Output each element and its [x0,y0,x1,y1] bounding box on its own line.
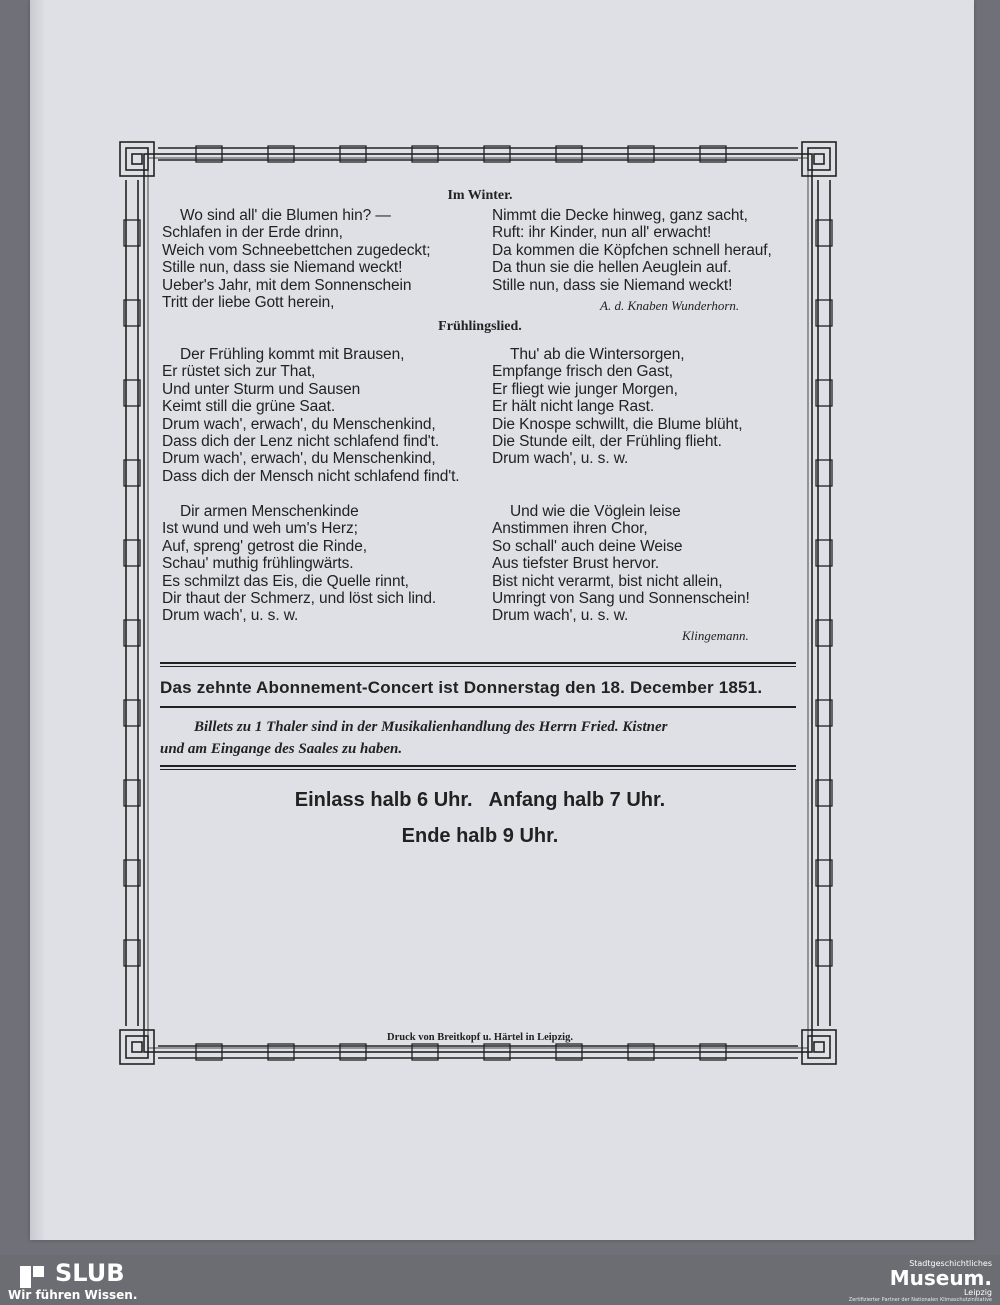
verse-line: Wo sind all' die Blumen hin? — [180,207,391,224]
poem-winter-right-column [492,207,772,294]
museum-city: Leipzig [963,1288,992,1297]
museum-name: Museum. [889,1266,992,1290]
verse-line: Aus tiefster Brust hervor. [492,555,660,573]
verse-line: Da thun sie die hellen Aeuglein auf. [492,259,732,277]
verse-line: Thu' ab die Wintersorgen, [510,346,685,363]
verse-line: Nimmt die Decke hinweg, ganz sacht, [492,207,748,224]
verse-line: Weich vom Schneebettchen zugedeckt; [162,241,431,259]
poem-spring-stanza1-right [492,346,742,468]
verse-line: Drum wach', u. s. w. [162,607,299,625]
verse-line: Ueber's Jahr, mit dem Sonnenschein [162,276,412,294]
poem-spring-stanza2-left [162,503,436,625]
verse-line: Schlafen in der Erde drinn, [162,224,343,242]
museum-logo [849,1259,992,1303]
verse-line: Drum wach', erwach', du Menschenkind, [162,415,436,433]
corner-ornament-top-right [802,142,836,176]
museum-prefix: Stadtgeschichtliches [909,1259,992,1268]
divider-rule [160,706,796,708]
concert-announcement: Das zehnte Abonnement-Concert ist Donnerstag den 18. December 1851. [160,678,763,697]
verse-line: Ist wund und weh um's Herz; [162,520,358,538]
divider-rule [160,765,796,770]
verse-line: Schau' muthig frühlingwärts. [162,555,354,573]
poem-spring-stanza2-right [492,503,750,625]
poem-spring-credit: Klingemann. [682,628,749,643]
museum-note: Zertifizierter Partner der Nationalen Klimaschutzinitiative [848,1297,992,1303]
verse-line: Dir thaut der Schmerz, und löst sich lind. [162,590,437,608]
printer-imprint: Druck von Breitkopf u. Härtel in Leipzig. [387,1032,573,1043]
verse-line: Keimt still die grüne Saat. [162,398,336,416]
ticket-info [160,716,800,760]
verse-line: Anstimmen ihren Chor, [492,520,648,538]
verse-line: Dass dich der Lenz nicht schlafend find't. [162,433,440,451]
verse-line: Da kommen die Köpfchen schnell herauf, [492,241,772,259]
verse-line: Es schmilzt das Eis, die Quelle rinnt, [162,572,409,590]
slub-tagline: Wir führen Wissen. [8,1288,138,1302]
slub-name: SLUB [55,1259,125,1287]
admission-start-times: Einlass halb 6 Uhr. Anfang halb 7 Uhr. [294,789,666,811]
verse-line: Drum wach', u. s. w. [492,607,629,625]
ticket-info-line2: und am Eingange des Saales zu haben. [160,741,403,757]
corner-ornament-top-left [120,142,154,176]
poem-winter-left-column [162,207,431,311]
poem-winter-title: Im Winter. [447,188,513,203]
verse-line: So schall' auch deine Weise [492,537,683,555]
page-binding-edge [30,0,44,1240]
verse-line: Empfange frisch den Gast, [492,363,674,381]
verse-line: Er rüstet sich zur That, [162,363,316,381]
verse-line: Drum wach', erwach', du Menschenkind, [162,450,436,468]
ticket-info-line1: Billets zu 1 Thaler sind in der Musikalienhandlung des Herrn Fried. Kistner [194,719,668,735]
divider-rule [160,662,796,667]
verse-line: Tritt der liebe Gott herein, [162,294,335,312]
verse-line: Und wie die Vöglein leise [510,503,681,520]
verse-line: Die Stunde eilt, der Frühling flieht. [492,433,722,451]
verse-line: Er fliegt wie junger Morgen, [492,380,678,398]
verse-line: Und unter Sturm und Sausen [162,380,361,398]
verse-line: Stille nun, dass sie Niemand weckt! [492,276,733,294]
verse-line: Drum wach', u. s. w. [492,450,629,468]
verse-line: Er hält nicht lange Rast. [492,398,655,416]
verse-line: Ruft: ihr Kinder, nun all' erwacht! [492,224,712,242]
verse-line: Dass dich der Mensch nicht schlafend find't. [162,467,460,485]
verse-line: Bist nicht verarmt, bist nicht allein, [492,572,723,590]
verse-line: Stille nun, dass sie Niemand weckt! [162,259,403,277]
verse-line: Die Knospe schwillt, die Blume blüht, [492,415,743,433]
poem-spring-title: Frühlingslied. [438,319,522,334]
end-time: Ende halb 9 Uhr. [401,825,559,847]
poem-spring-stanza1-left [162,346,460,485]
verse-line: Auf, spreng' getrost die Rinde, [162,537,367,555]
verse-line: Dir armen Menschenkinde [180,503,359,520]
poem-winter-credit: A. d. Knaben Wunderhorn. [600,298,740,313]
verse-line: Umringt von Sang und Sonnenschein! [492,590,750,608]
verse-line: Der Frühling kommt mit Brausen, [180,346,405,363]
